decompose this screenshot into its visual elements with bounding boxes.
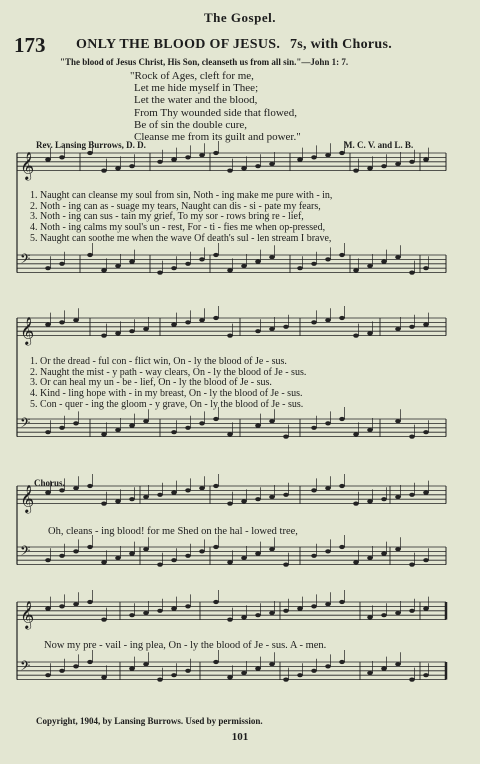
author-credit: Rev. Lansing Burrows, D. D. (36, 140, 146, 150)
note-head (311, 426, 317, 430)
note-head (45, 491, 51, 495)
poem-line: Be of sin the double cure, (134, 118, 248, 131)
note-head (255, 613, 261, 617)
verse-line: 1. Naught can cleanse my soul from sin, Noth - ing make me pure with - in, (30, 190, 333, 201)
note-head (87, 484, 93, 488)
note-head (311, 262, 317, 266)
note-head (367, 556, 373, 560)
note-head (73, 664, 79, 668)
title-text: ONLY THE BLOOD OF JESUS. (76, 37, 281, 52)
note-head (409, 271, 415, 275)
note-head (129, 497, 135, 501)
note-head (255, 424, 261, 428)
system1-verses (30, 191, 332, 245)
note-head (367, 331, 373, 335)
note-head (311, 669, 317, 673)
poem-line: "Rock of Ages, cleft for me, (130, 70, 254, 82)
note-head (185, 262, 191, 266)
note-head (325, 257, 331, 261)
note-head (199, 153, 205, 157)
note-head (311, 488, 317, 492)
verse-line: 5. Con - quer - ing the gloom - y grave, On - ly the blood of Je - sus. (30, 398, 304, 410)
hymn-number: 173 (14, 33, 46, 57)
note-head (185, 155, 191, 159)
verse-line: 5. Naught can soothe me when the wave Of death's sul - len stream I brave, (30, 232, 332, 244)
note-head (367, 499, 373, 503)
note-head (129, 667, 135, 671)
note-head (213, 316, 219, 320)
note-head (255, 260, 261, 264)
note-head (297, 673, 303, 677)
note-head (283, 325, 289, 329)
note-head (185, 426, 191, 430)
note-head (283, 609, 289, 613)
note-head (227, 432, 233, 436)
note-head (115, 264, 121, 268)
note-head (227, 560, 233, 564)
note-head (199, 318, 205, 322)
note-head (353, 268, 359, 272)
treble-clef: 𝄞 (20, 484, 35, 513)
note-head (115, 428, 121, 432)
note-head (59, 320, 65, 324)
note-head (381, 497, 387, 501)
note-head (367, 428, 373, 432)
note-head (73, 318, 79, 322)
note-head (269, 495, 275, 499)
note-head (255, 164, 261, 168)
note-head (311, 320, 317, 324)
note-head (339, 253, 345, 257)
note-head (241, 671, 247, 675)
note-head (101, 502, 107, 506)
note-head (395, 419, 401, 423)
note-head (269, 255, 275, 259)
note-head (143, 547, 149, 551)
note-head (353, 169, 359, 173)
note-head (101, 169, 107, 173)
note-head (339, 545, 345, 549)
note-head (227, 334, 233, 338)
note-head (409, 493, 415, 497)
note-head (353, 334, 359, 338)
note-head (269, 547, 275, 551)
system2-verses (30, 357, 306, 411)
note-head (395, 162, 401, 166)
note-head (115, 166, 121, 170)
note-head (269, 662, 275, 666)
note-head (213, 600, 219, 604)
note-head (157, 563, 163, 567)
note-head (311, 155, 317, 159)
note-head (423, 158, 429, 162)
note-head (213, 660, 219, 664)
note-head (423, 558, 429, 562)
note-head (227, 169, 233, 173)
note-head (227, 618, 233, 622)
note-head (59, 488, 65, 492)
note-head (129, 260, 135, 264)
note-head (73, 421, 79, 425)
note-head (381, 260, 387, 264)
note-head (185, 488, 191, 492)
note-head (353, 560, 359, 564)
note-head (199, 486, 205, 490)
note-head (101, 560, 107, 564)
note-head (213, 484, 219, 488)
note-head (129, 329, 135, 333)
note-head (185, 669, 191, 673)
note-head (199, 421, 205, 425)
note-head (339, 660, 345, 664)
note-head (45, 673, 51, 677)
note-head (409, 609, 415, 613)
note-head (171, 558, 177, 562)
note-head (325, 664, 331, 668)
note-head (227, 502, 233, 506)
note-head (227, 675, 233, 679)
note-head (115, 556, 121, 560)
note-head (241, 264, 247, 268)
bass-clef: 𝄢 (20, 543, 31, 562)
note-head (325, 153, 331, 157)
chorus-lyrics-line2: Now my pre - vail - ing plea, On - ly the blood of Je - sus. A - men. (44, 640, 327, 651)
note-head (255, 667, 261, 671)
note-head (45, 430, 51, 434)
note-head (381, 613, 387, 617)
note-head (325, 421, 331, 425)
note-head (157, 493, 163, 497)
note-head (73, 486, 79, 490)
note-head (255, 552, 261, 556)
note-head (381, 552, 387, 556)
note-head (325, 549, 331, 553)
note-head (87, 545, 93, 549)
note-head (395, 611, 401, 615)
note-head (87, 600, 93, 604)
note-head (115, 499, 121, 503)
note-head (269, 162, 275, 166)
composer-credit: M. C. V. and L. B. (344, 140, 414, 150)
bass-clef: 𝄢 (20, 658, 31, 677)
note-head (45, 323, 51, 327)
verse-line: 2. Noth - ing can as - suage my tears, Naught can dis - si - pate my fears, (30, 200, 321, 212)
note-head (255, 329, 261, 333)
note-head (129, 613, 135, 617)
note-head (129, 552, 135, 556)
note-head (59, 669, 65, 673)
note-head (409, 563, 415, 567)
note-head (59, 604, 65, 608)
note-head (339, 316, 345, 320)
bass-clef: 𝄢 (20, 251, 31, 270)
note-head (213, 417, 219, 421)
note-head (381, 667, 387, 671)
note-head (171, 430, 177, 434)
note-head (269, 327, 275, 331)
note-head (311, 554, 317, 558)
note-head (87, 660, 93, 664)
note-head (185, 320, 191, 324)
note-head (143, 611, 149, 615)
note-head (423, 607, 429, 611)
note-head (115, 331, 121, 335)
chorus-label: Chorus. (34, 478, 65, 488)
meter-text: 7s, with Chorus. (289, 37, 393, 52)
note-head (185, 554, 191, 558)
note-head (367, 264, 373, 268)
note-head (157, 609, 163, 613)
poem-line: Let the water and the blood, (134, 94, 258, 107)
note-head (339, 600, 345, 604)
note-head (129, 424, 135, 428)
note-head (395, 495, 401, 499)
note-head (395, 547, 401, 551)
note-head (325, 486, 331, 490)
note-head (269, 611, 275, 615)
note-head (157, 678, 163, 682)
note-head (367, 671, 373, 675)
note-head (143, 327, 149, 331)
note-head (381, 164, 387, 168)
note-head (143, 495, 149, 499)
treble-clef: 𝄞 (20, 316, 35, 345)
note-head (171, 323, 177, 327)
verse-line: 4. Noth - ing calms my soul's un - rest, For - ti - fies me when op-pressed, (30, 222, 326, 234)
verse-line: 1. Or the dread - ful con - flict win, On - ly the blood of Je - sus. (30, 356, 287, 367)
note-head (283, 493, 289, 497)
note-head (283, 435, 289, 439)
copyright-notice: Copyright, 1904, by Lansing Burrows. Used by permission. (36, 716, 263, 726)
note-head (241, 556, 247, 560)
note-head (171, 607, 177, 611)
note-head (45, 158, 51, 162)
note-head (87, 151, 93, 155)
note-head (395, 255, 401, 259)
note-head (297, 158, 303, 162)
note-head (395, 662, 401, 666)
treble-clef: 𝄞 (20, 600, 35, 629)
note-head (101, 334, 107, 338)
note-head (59, 426, 65, 430)
note-head (171, 673, 177, 677)
note-head (423, 323, 429, 327)
note-head (101, 675, 107, 679)
note-head (171, 266, 177, 270)
note-head (255, 497, 261, 501)
note-head (101, 618, 107, 622)
scripture-quote: "The blood of Jesus Christ, His Son, cleanseth us from all sin."—John 1: 7. (60, 57, 349, 67)
note-head (409, 160, 415, 164)
note-head (185, 604, 191, 608)
note-head (297, 266, 303, 270)
note-head (213, 151, 219, 155)
note-head (157, 271, 163, 275)
verse-line: 2. Naught the mist - y path - way clears, On - ly the blood of Je - sus. (30, 366, 307, 378)
note-head (339, 151, 345, 155)
note-head (409, 435, 415, 439)
note-head (353, 502, 359, 506)
note-head (157, 160, 163, 164)
poem-line: Cleanse me from its guilt and power." (134, 131, 301, 144)
note-head (325, 318, 331, 322)
note-head (283, 678, 289, 682)
bass-clef: 𝄢 (20, 415, 31, 434)
note-head (353, 432, 359, 436)
note-head (367, 166, 373, 170)
verse-line: 3. Noth - ing can sus - tain my grief, To my sor - rows bring re - lief, (30, 211, 304, 223)
note-head (297, 607, 303, 611)
note-head (87, 253, 93, 257)
note-head (129, 164, 135, 168)
note-head (409, 678, 415, 682)
verse-line: 4. Kind - ling hope with - in my breast, On - ly the blood of Je - sus. (30, 388, 303, 400)
note-head (101, 268, 107, 272)
chorus-lyrics-line1: Oh, cleans - ing blood! for me Shed on the hal - lowed tree, (48, 526, 298, 537)
note-head (283, 563, 289, 567)
page-header: The Gospel. (204, 10, 276, 25)
page-number: 101 (231, 731, 249, 743)
note-head (101, 432, 107, 436)
note-head (325, 602, 331, 606)
treble-clef: 𝄞 (20, 151, 35, 180)
note-head (241, 166, 247, 170)
note-head (171, 158, 177, 162)
note-head (241, 499, 247, 503)
note-head (423, 673, 429, 677)
note-head (59, 155, 65, 159)
note-head (171, 491, 177, 495)
note-head (367, 615, 373, 619)
note-head (45, 558, 51, 562)
note-head (199, 549, 205, 553)
note-head (311, 604, 317, 608)
poem-line: Let me hide myself in Thee; (134, 82, 259, 95)
note-head (199, 257, 205, 261)
note-head (409, 325, 415, 329)
note-head (59, 262, 65, 266)
note-head (59, 554, 65, 558)
note-head (143, 662, 149, 666)
note-head (213, 253, 219, 257)
poem-line: From Thy wounded side that flowed, (134, 106, 297, 119)
note-head (269, 419, 275, 423)
note-head (73, 602, 79, 606)
note-head (45, 607, 51, 611)
note-head (73, 549, 79, 553)
note-head (227, 268, 233, 272)
note-head (395, 327, 401, 331)
note-head (143, 419, 149, 423)
note-head (241, 615, 247, 619)
note-head (423, 491, 429, 495)
note-head (423, 266, 429, 270)
note-head (213, 545, 219, 549)
note-head (423, 430, 429, 434)
note-head (339, 417, 345, 421)
note-head (339, 484, 345, 488)
note-head (45, 266, 51, 270)
verse-line: 3. Or can heal my un - be - lief, On - ly the blood of Je - sus. (30, 377, 272, 389)
